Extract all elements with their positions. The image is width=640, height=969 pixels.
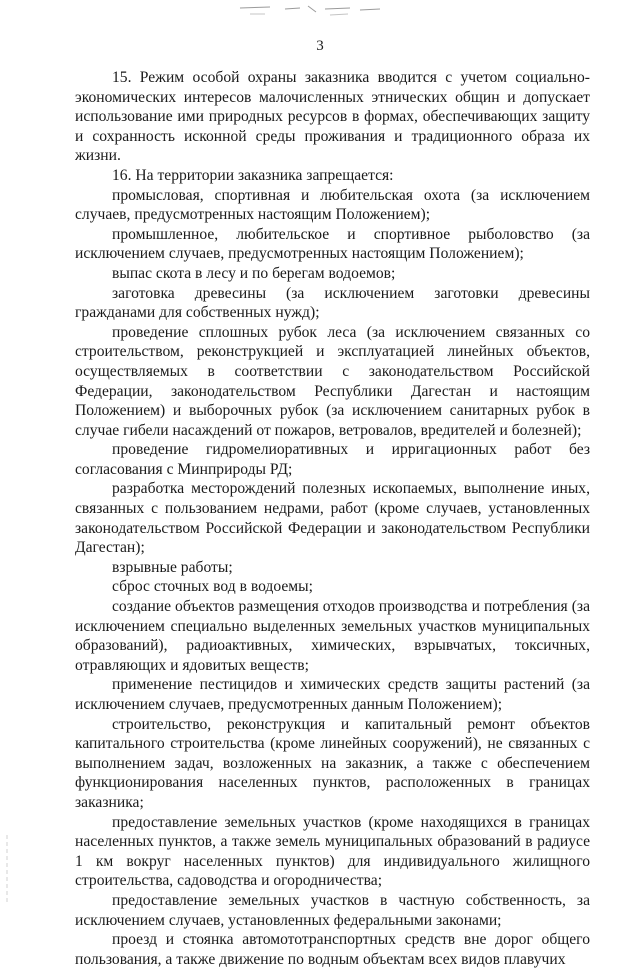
list-item: взрывные работы;: [112, 558, 233, 576]
list-item: разработка месторождений полезных ископаемых, выполнение иных, связанных с пользованием недрами, работ (кроме случаев, установленных законодательством Российской Федерации и законодательством Республики Дагестан);: [75, 480, 590, 557]
list-item: выпас скота в лесу и по берегам водоемов;: [112, 264, 396, 282]
list-item: сброс сточных вод в водоемы;: [112, 578, 313, 596]
scan-artifact: [230, 0, 410, 18]
list-item: применение пестицидов и химических средств защиты растений (за исключением случаев, предусмотренных данным Положением);: [75, 676, 590, 713]
list-item: заготовка древесины (за исключением заготовки древесины гражданами для собственных нужд);: [75, 284, 590, 322]
paragraph: 15. Режим особой охраны заказника вводится с учетом социально-экономических интересов малочисленных этнических общин и допускает использование ими природных ресурсов в формах, обеспечивающих защиту и сохранность исконной среды проживания и традиционного образа их жизни.: [75, 69, 590, 165]
page-number: 3: [316, 38, 324, 54]
list-item: предоставление земельных участков в частную собственность, за исключением случаев, установленных федеральными законами;: [75, 891, 590, 929]
list-item: предоставление земельных участков (кроме находящихся в границах населенных пунктов, а также земель муниципальных образований в радиусе 1 км вокруг населенных пунктов) для индивидуального жилищного строительства, садоводства и огородничества;: [75, 813, 590, 890]
list-item: проезд и стоянка автомототранспортных средств вне дорог общего пользования, а также движение по водным объектам всех видов плавучих: [75, 931, 590, 968]
list-item: проведение гидромелиоративных и ирригационных работ без согласования с Минприроды РД;: [75, 441, 590, 478]
scan-margin-mark: [4, 835, 10, 905]
paragraph: 16. На территории заказника запрещается:: [112, 166, 394, 184]
list-item: строительство, реконструкция и капитальный ремонт объектов капитального строительства (кроме линейных сооружений), не связанных с выполнением задач, возложенных на заказник, а также с обеспечением функционирования населенных пунктов, расположенных в границах заказника;: [75, 715, 590, 811]
document-body: [75, 68, 590, 969]
list-item: промысловая, спортивная и любительская охота (за исключением случаев, предусмотренных настоящим Положением);: [75, 186, 590, 224]
list-item: промышленное, любительское и спортивное рыболовство (за исключением случаев, предусмотренных настоящим Положением);: [75, 225, 590, 263]
list-item: создание объектов размещения отходов производства и потребления (за исключением специально выделенных земельных участков муниципальных образований), радиоактивных, химических, взрывчатых, токсичных, отравляющих и ядовитых веществ;: [75, 598, 590, 674]
list-item: проведение сплошных рубок леса (за исключением связанных со строительством, реконструкцией и эксплуатацией линейных объектов, осуществляемых в соответствии с законодательством Российской Федерации, законодательством Республики Дагестан и настоящим Положением) и выборочных рубок (за исключением санитарных рубок в случае гибели насаждений от пожаров, ветровалов, вредителей и болезней);: [75, 323, 590, 439]
